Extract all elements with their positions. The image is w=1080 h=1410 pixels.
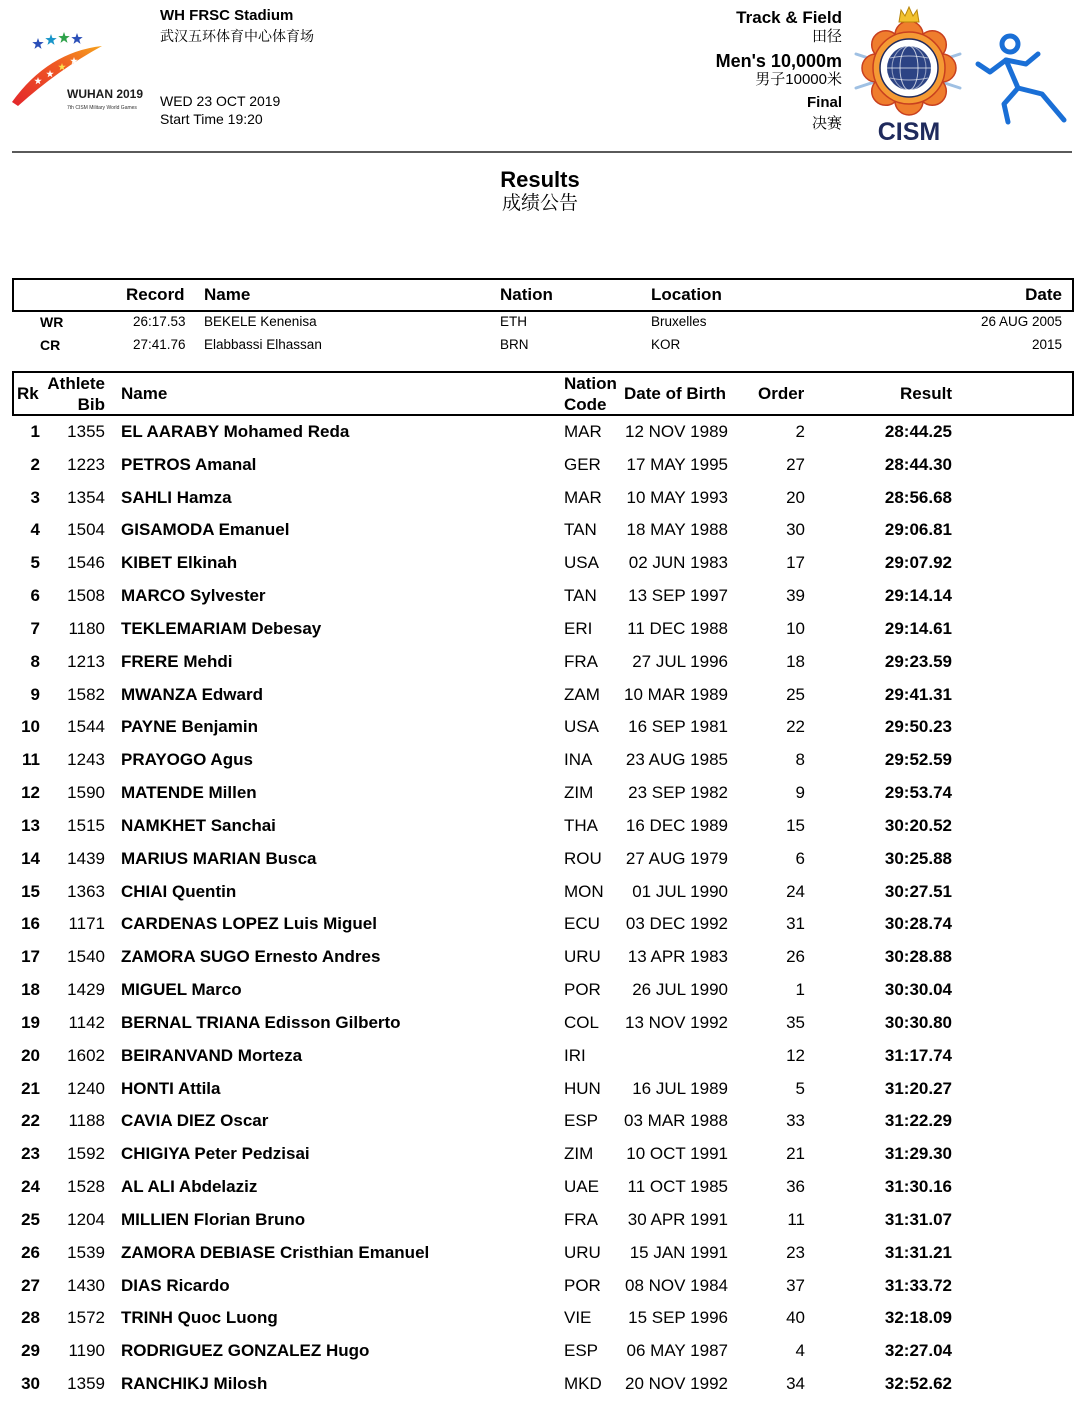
date-of-birth-cell: 17 MAY 1995	[626, 454, 728, 474]
phase-name: Final	[806, 94, 842, 111]
event-name: Men's 10,000m	[715, 51, 842, 71]
bib-cell: 1544	[67, 717, 105, 737]
athlete-name-cell: NAMKHET Sanchai	[121, 815, 276, 835]
date-of-birth-cell: 11 DEC 1988	[627, 618, 728, 638]
bib-cell: 1204	[67, 1209, 105, 1229]
record-holder: Elabbassi Elhassan	[204, 337, 322, 352]
bib-cell: 1439	[67, 848, 105, 868]
bib-cell: 1243	[67, 750, 105, 770]
date-of-birth-cell: 18 MAY 1988	[626, 520, 728, 540]
bib-cell: 1515	[67, 815, 105, 835]
result-time-cell: 31:31.21	[884, 1242, 952, 1262]
rank-cell: 30	[21, 1374, 40, 1394]
event-name-cn: 男子10000米	[755, 71, 842, 88]
result-time-cell: 31:20.27	[884, 1078, 952, 1098]
table-row	[0, 941, 1080, 974]
sport-name: Track & Field	[736, 8, 842, 27]
result-time-cell: 32:27.04	[884, 1341, 952, 1361]
date-of-birth-cell: 16 SEP 1981	[628, 717, 728, 737]
result-time-cell: 31:33.72	[884, 1275, 952, 1295]
rank-cell: 4	[30, 520, 40, 540]
cism-emblem-logo	[852, 4, 964, 146]
bib-cell: 1504	[67, 520, 105, 540]
nation-code-cell: ESP	[564, 1341, 599, 1361]
order-cell: 12	[786, 1045, 805, 1065]
order-cell: 1	[795, 980, 805, 1000]
date-of-birth-cell: 15 JAN 1991	[629, 1242, 728, 1262]
table-row	[0, 547, 1080, 580]
table-row	[0, 1138, 1080, 1171]
rank-cell: 23	[21, 1144, 40, 1164]
nation-code-cell: INA	[564, 750, 593, 770]
header-result: Result	[900, 384, 952, 403]
table-row	[0, 843, 1080, 876]
header-date-of-birth: Date of Birth	[624, 384, 726, 403]
table-row	[0, 679, 1080, 712]
rank-cell: 27	[21, 1275, 40, 1295]
order-cell: 10	[786, 618, 805, 638]
nation-code-cell: MON	[564, 881, 604, 901]
athlete-name-cell: BEIRANVAND Morteza	[121, 1045, 303, 1065]
records-header-name: Name	[204, 285, 251, 304]
nation-code-cell: TAN	[564, 586, 597, 606]
record-nation: ETH	[500, 314, 527, 329]
date-of-birth-cell: 16 DEC 1989	[625, 815, 728, 835]
athlete-name-cell: AL ALI Abdelaziz	[121, 1177, 258, 1197]
table-row	[0, 876, 1080, 909]
table-row	[0, 482, 1080, 515]
order-cell: 33	[786, 1111, 805, 1131]
athlete-name-cell: ZAMORA SUGO Ernesto Andres	[121, 947, 381, 967]
result-time-cell: 32:52.62	[884, 1374, 952, 1394]
header-athlete: Athlete	[47, 374, 105, 393]
record-location: KOR	[651, 337, 681, 352]
result-time-cell: 31:17.74	[884, 1045, 952, 1065]
record-type: CR	[40, 337, 61, 353]
bib-cell: 1171	[68, 914, 105, 934]
table-row	[0, 1073, 1080, 1106]
order-cell: 35	[786, 1012, 805, 1032]
order-cell: 17	[786, 553, 805, 573]
header-rank: Rk	[17, 384, 39, 403]
athlete-name-cell: TRINH Quoc Luong	[121, 1308, 278, 1328]
date-of-birth-cell: 23 AUG 1985	[625, 750, 728, 770]
header-bib: Bib	[77, 395, 105, 414]
rank-cell: 17	[21, 947, 40, 967]
rank-cell: 11	[22, 750, 40, 770]
rank-cell: 7	[30, 618, 40, 638]
order-cell: 6	[795, 848, 805, 868]
result-time-cell: 30:25.88	[884, 848, 952, 868]
table-row	[0, 1302, 1080, 1335]
venue-name: WH FRSC Stadium	[160, 7, 294, 24]
athlete-name-cell: BERNAL TRIANA Edisson Gilberto	[121, 1012, 401, 1032]
order-cell: 18	[786, 651, 805, 671]
rank-cell: 20	[21, 1045, 40, 1065]
bib-cell: 1213	[67, 651, 105, 671]
result-time-cell: 28:56.68	[884, 487, 952, 507]
nation-code-cell: MAR	[564, 422, 602, 441]
result-time-cell: 29:52.59	[884, 750, 952, 770]
table-row	[0, 810, 1080, 843]
result-time-cell: 30:28.74	[884, 914, 952, 934]
bib-cell: 1180	[68, 618, 105, 638]
records-header-nation: Nation	[500, 285, 553, 304]
rank-cell: 19	[21, 1012, 40, 1032]
date-of-birth-cell: 03 MAR 1988	[624, 1111, 728, 1131]
date-of-birth-cell: 02 JUN 1983	[628, 553, 728, 573]
rank-cell: 9	[30, 684, 40, 704]
rank-cell: 12	[21, 783, 40, 803]
result-time-cell: 29:14.61	[884, 618, 952, 638]
nation-code-cell: FRA	[564, 651, 598, 671]
order-cell: 8	[795, 750, 805, 770]
athlete-name-cell: RANCHIKJ Milosh	[121, 1374, 268, 1394]
rank-cell: 15	[21, 881, 40, 901]
bib-cell: 1429	[67, 980, 105, 1000]
athlete-name-cell: CARDENAS LOPEZ Luis Miguel	[121, 914, 377, 934]
rank-cell: 18	[21, 980, 40, 1000]
date-of-birth-cell: 27 JUL 1996	[632, 651, 728, 671]
athlete-name-cell: MILLIEN Florian Bruno	[121, 1209, 306, 1229]
athlete-name-cell: TEKLEMARIAM Debesay	[121, 618, 322, 638]
table-row	[0, 449, 1080, 482]
bib-cell: 1546	[67, 553, 105, 573]
order-cell: 5	[795, 1078, 805, 1098]
nation-code-cell: UAE	[564, 1177, 599, 1197]
rank-cell: 2	[30, 454, 40, 474]
table-row	[0, 1105, 1080, 1138]
bib-cell: 1590	[67, 783, 105, 803]
rank-cell: 10	[21, 717, 40, 737]
order-cell: 34	[786, 1374, 805, 1394]
header-order: Order	[758, 384, 805, 403]
result-time-cell: 29:23.59	[884, 651, 952, 671]
date-of-birth-cell: 30 APR 1991	[627, 1209, 728, 1229]
nation-code-cell: ERI	[564, 618, 593, 638]
date-of-birth-cell: 20 NOV 1992	[624, 1374, 728, 1394]
nation-code-cell: TAN	[564, 520, 597, 540]
nation-code-cell: VIE	[564, 1308, 592, 1328]
bib-cell: 1539	[67, 1242, 105, 1262]
table-row	[0, 514, 1080, 547]
table-row	[0, 613, 1080, 646]
rank-cell: 29	[21, 1341, 40, 1361]
record-time: 27:41.76	[133, 337, 186, 352]
athlete-name-cell: ZAMORA DEBIASE Cristhian Emanuel	[121, 1242, 430, 1262]
table-row	[0, 711, 1080, 744]
rank-cell: 24	[21, 1177, 40, 1197]
table-row	[0, 1040, 1080, 1073]
nation-code-cell: ZIM	[564, 783, 594, 803]
order-cell: 40	[786, 1308, 805, 1328]
rank-cell: 21	[21, 1078, 40, 1098]
bib-cell: 1528	[67, 1177, 105, 1197]
result-time-cell: 29:06.81	[884, 520, 952, 540]
athletics-runner-icon	[972, 30, 1072, 126]
header-nation: Nation	[564, 374, 617, 393]
table-row	[0, 416, 1080, 449]
date-of-birth-cell: 03 DEC 1992	[625, 914, 728, 934]
bib-cell: 1355	[67, 422, 105, 441]
order-cell: 39	[786, 586, 805, 606]
date-of-birth-cell: 10 MAY 1993	[626, 487, 728, 507]
order-cell: 4	[795, 1341, 805, 1361]
bib-cell: 1540	[67, 947, 105, 967]
order-cell: 26	[786, 947, 805, 967]
header-code: Code	[564, 395, 607, 414]
result-time-cell: 31:29.30	[884, 1144, 952, 1164]
rank-cell: 1	[30, 422, 40, 441]
result-time-cell: 29:50.23	[884, 717, 952, 737]
bib-cell: 1430	[67, 1275, 105, 1295]
logo-wordmark: WUHAN 2019	[67, 87, 144, 101]
table-row	[0, 908, 1080, 941]
bib-cell: 1190	[68, 1341, 105, 1361]
table-row	[0, 1007, 1080, 1040]
table-row	[0, 1368, 1080, 1401]
phase-name-cn: 决赛	[811, 115, 842, 132]
result-time-cell: 29:41.31	[884, 684, 952, 704]
records-header-location: Location	[651, 285, 722, 304]
table-row	[0, 646, 1080, 679]
bib-cell: 1240	[67, 1078, 105, 1098]
record-holder: BEKELE Kenenisa	[204, 314, 317, 329]
result-time-cell: 32:18.09	[884, 1308, 952, 1328]
date-of-birth-cell: 06 MAY 1987	[626, 1341, 728, 1361]
order-cell: 31	[786, 914, 805, 934]
athlete-name-cell: FRERE Mehdi	[121, 651, 233, 671]
record-nation: BRN	[500, 337, 529, 352]
table-row	[0, 1237, 1080, 1270]
date-of-birth-cell: 10 OCT 1991	[626, 1144, 728, 1164]
nation-code-cell: USA	[564, 553, 599, 573]
event-date: WED 23 OCT 2019	[160, 93, 281, 109]
logo-tagline: 7th CISM Military World Games	[67, 105, 137, 111]
venue-name-cn: 武汉五环体育中心体育场	[160, 28, 314, 44]
page-title-cn: 成绩公告	[501, 193, 578, 214]
date-of-birth-cell: 23 SEP 1982	[628, 783, 728, 803]
athlete-name-cell: HONTI Attila	[121, 1078, 221, 1098]
nation-code-cell: COL	[564, 1012, 599, 1032]
nation-code-cell: USA	[564, 717, 599, 737]
nation-code-cell: THA	[564, 815, 598, 835]
results-table-body	[0, 416, 1080, 1401]
table-row	[0, 1270, 1080, 1303]
bib-cell: 1188	[68, 1111, 105, 1131]
athlete-name-cell: MIGUEL Marco	[121, 980, 242, 1000]
athlete-name-cell: MARCO Sylvester	[121, 586, 266, 606]
athlete-name-cell: CHIAI Quentin	[121, 881, 237, 901]
order-cell: 36	[786, 1177, 805, 1197]
athlete-name-cell: MWANZA Edward	[121, 684, 263, 704]
order-cell: 27	[786, 454, 805, 474]
bib-cell: 1223	[67, 454, 105, 474]
date-of-birth-cell: 10 MAR 1989	[624, 684, 728, 704]
rank-cell: 6	[30, 586, 40, 606]
athlete-name-cell: PRAYOGO Agus	[121, 750, 253, 770]
order-cell: 21	[786, 1144, 805, 1164]
nation-code-cell: POR	[564, 980, 601, 1000]
date-of-birth-cell: 01 JUL 1990	[632, 881, 728, 901]
date-of-birth-cell: 13 APR 1983	[627, 947, 728, 967]
rank-cell: 16	[21, 914, 40, 934]
table-row	[0, 1335, 1080, 1368]
result-time-cell: 30:28.88	[884, 947, 952, 967]
result-time-cell: 31:22.29	[884, 1111, 952, 1131]
nation-code-cell: GER	[564, 454, 601, 474]
athlete-name-cell: CHIGIYA Peter Pedzisai	[121, 1144, 310, 1164]
result-time-cell: 29:53.74	[884, 783, 952, 803]
rank-cell: 5	[30, 553, 40, 573]
result-time-cell: 31:30.16	[884, 1177, 952, 1197]
records-header-record: Record	[126, 285, 185, 304]
athlete-name-cell: MARIUS MARIAN Busca	[121, 848, 317, 868]
athlete-name-cell: RODRIGUEZ GONZALEZ Hugo	[121, 1341, 370, 1361]
rank-cell: 26	[21, 1242, 40, 1262]
result-time-cell: 30:30.80	[884, 1012, 952, 1032]
athlete-name-cell: SAHLI Hamza	[121, 487, 232, 507]
bib-cell: 1142	[68, 1012, 105, 1032]
nation-code-cell: POR	[564, 1275, 601, 1295]
wuhan-2019-logo	[8, 30, 158, 116]
table-row	[0, 1204, 1080, 1237]
date-of-birth-cell: 27 AUG 1979	[625, 848, 728, 868]
sport-name-cn: 田径	[811, 28, 842, 45]
athlete-name-cell: PAYNE Benjamin	[121, 717, 258, 737]
athlete-name-cell: KIBET Elkinah	[121, 553, 238, 573]
date-of-birth-cell: 13 NOV 1992	[624, 1012, 728, 1032]
athlete-name-cell: CAVIA DIEZ Oscar	[121, 1111, 269, 1131]
rank-cell: 14	[21, 848, 40, 868]
date-of-birth-cell: 08 NOV 1984	[624, 1275, 728, 1295]
record-location: Bruxelles	[651, 314, 707, 329]
date-of-birth-cell: 13 SEP 1997	[628, 586, 728, 606]
nation-code-cell: ROU	[564, 848, 602, 868]
table-row	[0, 974, 1080, 1007]
nation-code-cell: ZIM	[564, 1144, 594, 1164]
rank-cell: 13	[21, 815, 40, 835]
result-time-cell: 28:44.30	[884, 454, 952, 474]
table-row	[0, 744, 1080, 777]
result-time-cell: 28:44.25	[884, 422, 952, 441]
nation-code-cell: HUN	[564, 1078, 601, 1098]
order-cell: 30	[786, 520, 805, 540]
rank-cell: 28	[21, 1308, 40, 1328]
athlete-name-cell: GISAMODA Emanuel	[121, 520, 290, 540]
nation-code-cell: ZAM	[564, 684, 600, 704]
header-divider	[12, 151, 1072, 153]
crown-icon	[899, 7, 919, 22]
bib-cell: 1572	[67, 1308, 105, 1328]
athlete-name-cell: EL AARABY Mohamed Reda	[121, 422, 350, 441]
result-time-cell: 31:31.07	[884, 1209, 952, 1229]
page-title: Results	[500, 167, 580, 192]
record-time: 26:17.53	[133, 314, 186, 329]
nation-code-cell: FRA	[564, 1209, 598, 1229]
result-time-cell: 29:07.92	[884, 553, 952, 573]
order-cell: 23	[786, 1242, 805, 1262]
nation-code-cell: MKD	[564, 1374, 602, 1394]
table-row	[0, 580, 1080, 613]
table-row	[0, 1171, 1080, 1204]
rank-cell: 25	[21, 1209, 40, 1229]
bib-cell: 1354	[67, 487, 105, 507]
order-cell: 15	[786, 815, 805, 835]
date-of-birth-cell: 26 JUL 1990	[632, 980, 728, 1000]
nation-code-cell: ESP	[564, 1111, 599, 1131]
athlete-name-cell: MATENDE Millen	[121, 783, 257, 803]
bib-cell: 1582	[67, 684, 105, 704]
order-cell: 25	[786, 684, 805, 704]
date-of-birth-cell: 16 JUL 1989	[632, 1078, 728, 1098]
nation-code-cell: URU	[564, 1242, 601, 1262]
nation-code-cell: IRI	[564, 1045, 586, 1065]
result-time-cell: 30:30.04	[884, 980, 952, 1000]
record-type: WR	[40, 314, 64, 330]
globe-icon	[887, 46, 931, 90]
order-cell: 24	[786, 881, 805, 901]
result-time-cell: 30:20.52	[884, 815, 952, 835]
rank-cell: 3	[30, 487, 40, 507]
nation-code-cell: MAR	[564, 487, 602, 507]
bib-cell: 1592	[67, 1144, 105, 1164]
date-of-birth-cell: 15 SEP 1996	[628, 1308, 728, 1328]
header-name: Name	[121, 384, 168, 403]
record-date: 2015	[1031, 337, 1062, 352]
bib-cell: 1363	[67, 881, 105, 901]
date-of-birth-cell: 12 NOV 1989	[624, 422, 728, 441]
nation-code-cell: URU	[564, 947, 601, 967]
records-header-date: Date	[1025, 285, 1062, 304]
order-cell: 20	[786, 487, 805, 507]
bib-cell: 1602	[67, 1045, 105, 1065]
rank-cell: 8	[30, 651, 40, 671]
order-cell: 9	[795, 783, 805, 803]
cism-logo-text: CISM	[877, 118, 941, 146]
nation-code-cell: ECU	[564, 914, 600, 934]
order-cell: 11	[787, 1209, 805, 1229]
order-cell: 37	[786, 1275, 805, 1295]
record-date: 26 AUG 2005	[980, 314, 1062, 329]
bib-cell: 1359	[67, 1374, 105, 1394]
athlete-name-cell: DIAS Ricardo	[121, 1275, 230, 1295]
table-row	[0, 777, 1080, 810]
start-time: Start Time 19:20	[160, 111, 263, 127]
athlete-name-cell: PETROS Amanal	[121, 454, 257, 474]
bib-cell: 1508	[67, 586, 105, 606]
order-cell: 2	[795, 422, 805, 441]
result-time-cell: 30:27.51	[884, 881, 952, 901]
date-of-birth-cell: 11 OCT 1985	[627, 1177, 728, 1197]
result-time-cell: 29:14.14	[884, 586, 952, 606]
order-cell: 22	[786, 717, 805, 737]
rank-cell: 22	[21, 1111, 40, 1131]
